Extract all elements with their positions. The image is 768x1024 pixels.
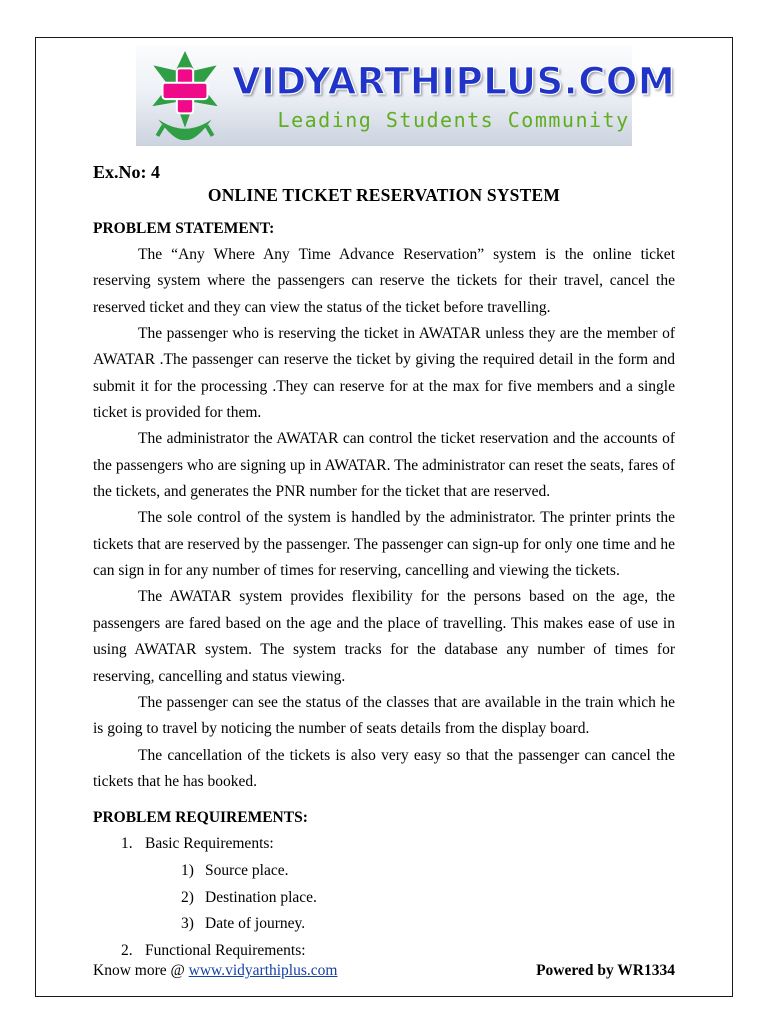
- paragraph: The passenger who is reserving the ticket in AWATAR unless they are the member of AWATAR .The passenger can reserve the ticket by giving the required detail in the form and submit it for the processing .They can reserve for at the max for five members and a single ticket is provided for them.: [93, 325, 675, 422]
- list-item-label: 2.: [121, 941, 133, 959]
- list-item: [93, 938, 675, 965]
- powered-by-text: Powered by WR1334: [536, 962, 675, 979]
- vidyarthiplus-logo-icon: [146, 50, 224, 142]
- list-item: [93, 911, 675, 938]
- list-item: [93, 885, 675, 912]
- paragraph: The cancellation of the tickets is also very easy so that the passenger can cancel the tickets that he has booked.: [93, 746, 675, 790]
- list-item-text: Basic Requirements:: [145, 835, 274, 853]
- document-title: ONLINE TICKET RESERVATION SYSTEM: [207, 185, 561, 205]
- list-item-label: 2): [181, 888, 194, 906]
- paragraph: The “Any Where Any Time Advance Reservation” system is the online ticket reserving system where the passengers can reserve the tickets for their travel, cancel the reserved ticket and they can view the status of the ticket before travelling.: [93, 246, 675, 316]
- site-banner: [136, 45, 676, 146]
- site-tagline: Leading Students Community: [277, 107, 630, 132]
- list-item: [93, 831, 675, 858]
- problem-requirements-heading: PROBLEM REQUIREMENTS:: [93, 809, 308, 827]
- banner-text: [232, 60, 675, 132]
- know-more-text: [93, 962, 337, 980]
- list-item-label: 1): [181, 861, 194, 879]
- site-name: VIDYARTHIPLUS.COM: [232, 59, 676, 103]
- paragraph: The AWATAR system provides flexibility for the persons based on the age, the passengers are fared based on the age and the place of travelling. This makes ease of use in using AWATAR system. The system tracks for the database any number of times for reserving, cancelling and status viewing.: [93, 588, 675, 685]
- list-item-text: Destination place.: [205, 888, 317, 906]
- list-item-text: Functional Requirements:: [145, 941, 306, 959]
- list-item-text: Date of journey.: [205, 915, 306, 933]
- list-item: [93, 858, 675, 885]
- page-footer: [93, 962, 675, 980]
- document-page: [35, 37, 733, 997]
- know-more-prefix: Know more @: [93, 962, 189, 979]
- paragraph: The administrator the AWATAR can control the ticket reservation and the accounts of the passengers who are signing up in AWATAR. The administrator can reset the seats, fares of the tickets, and generates the PNR number for the ticket that are reserved.: [93, 430, 675, 501]
- paragraph: The sole control of the system is handled by the administrator. The printer prints the tickets that are reserved by the passenger. The passenger can sign-up for only one time and he can sign in for any number of times for reserving, cancelling and viewing the tickets.: [93, 509, 675, 580]
- list-item-label: 3): [181, 915, 194, 933]
- paragraph: The passenger can see the status of the classes that are available in the train which he is going to travel by noticing the number of seats details from the display board.: [93, 693, 675, 738]
- problem-statement-heading: PROBLEM STATEMENT:: [93, 220, 275, 237]
- exercise-number: Ex.No: 4: [93, 162, 160, 182]
- vidyarthiplus-link[interactable]: www.vidyarthiplus.com: [188, 962, 338, 979]
- list-item-text: Source place.: [205, 861, 289, 879]
- list-item-label: 1.: [121, 835, 133, 853]
